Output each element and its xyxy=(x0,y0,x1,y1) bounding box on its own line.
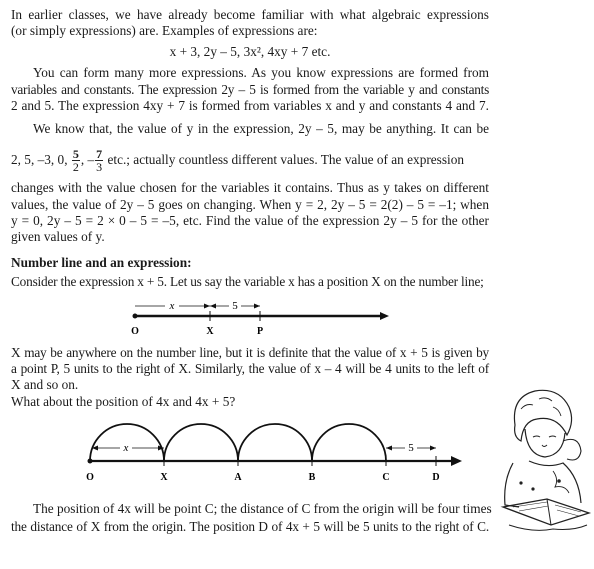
point-label-d: D xyxy=(432,472,440,483)
arrowhead xyxy=(210,304,216,309)
expression-examples: x + 3, 2y – 5, 3x², 4xy + 7 etc. xyxy=(169,44,331,59)
para2-line-2: variables and constants. The expression 2y – 5 is formed from the variable y and constants xyxy=(11,82,489,97)
point-label-a: A xyxy=(234,472,242,483)
final-line-2: the distance of X from the origin. The position D of 4x + 5 will be 5 units to the right of C. xyxy=(11,519,489,534)
intro-line-2: (or simply expressions) are. Examples of expressions are: xyxy=(11,23,318,38)
fraction-seven-thirds xyxy=(95,148,103,173)
arc-b-c xyxy=(312,424,386,461)
para4-line-4: What about the position of 4x and 4x + 5? xyxy=(11,394,236,409)
point-label-x: X xyxy=(206,326,214,336)
fraction-denominator: 2 xyxy=(72,160,79,175)
arrowhead xyxy=(430,446,436,451)
para3-line-1: We know that, the value of y in the expression, 2y – 5, may be anything. It can be xyxy=(33,121,489,136)
label-x: x xyxy=(123,442,129,454)
arrowhead xyxy=(254,304,260,309)
fraction-five-halves xyxy=(72,148,80,173)
arc-x-a xyxy=(164,424,238,461)
label-5: 5 xyxy=(408,442,414,454)
para3-line-4: values, the value of 2y – 5 goes on changing. When y = 2, 2y – 5 = 2(2) – 5 = –1; when xyxy=(11,197,489,212)
label-x: x xyxy=(169,300,175,312)
number-line-x-plus-5 xyxy=(125,296,395,336)
para3-line-2 xyxy=(11,145,464,175)
line-arrowhead xyxy=(380,312,389,320)
point-label-o: O xyxy=(86,472,94,483)
para3-line-5: y = 0, 2y – 5 = 2 × 0 – 5 = –5, etc. Find the value of the expression 2y – 5 for the other xyxy=(11,213,489,228)
point-label-p: P xyxy=(256,326,264,336)
para2-line-1: You can form many more expressions. As you know expressions are formed from xyxy=(33,65,489,80)
origin-dot xyxy=(88,459,93,464)
final-line-1: The position of 4x will be point C; the distance of C from the origin will be four times xyxy=(33,501,492,516)
arrowhead xyxy=(204,304,210,309)
fraction-separator: , – xyxy=(80,152,95,167)
label-5: 5 xyxy=(232,300,238,312)
number-line-4x-plus-5 xyxy=(80,418,480,484)
section-line-1: Consider the expression x + 5. Let us say the variable x has a position X on the number line; xyxy=(11,274,484,289)
fraction-denominator: 3 xyxy=(96,160,103,175)
origin-dot xyxy=(133,314,138,319)
point-label-x: X xyxy=(160,472,168,483)
child-reading-illustration xyxy=(493,385,593,535)
values-suffix: etc.; actually countless different values. The value of an expression xyxy=(107,152,465,167)
para4-line-1: X may be anywhere on the number line, but it is definite that the value of x + 5 is given by xyxy=(11,345,489,360)
arrowhead xyxy=(386,446,392,451)
para3-line-6: given values of y. xyxy=(11,229,105,244)
point-label-o: O xyxy=(131,326,139,336)
line-arrowhead xyxy=(451,456,462,466)
values-prefix: 2, 5, –3, 0, xyxy=(11,152,68,167)
para2-line-3: 2 and 5. The expression 4xy + 7 is formed from variables x and y and constants 4 and 7. xyxy=(11,98,489,113)
arc-a-b xyxy=(238,424,312,461)
para4-line-3: X and so on. xyxy=(11,377,79,392)
section-heading: Number line and an expression: xyxy=(11,255,192,270)
para3-line-3: changes with the value chosen for the variables it contains. Thus as y takes on different xyxy=(11,180,489,195)
fraction-numerator: 7 xyxy=(96,147,103,162)
point-label-c: C xyxy=(382,472,390,483)
intro-line-1: In earlier classes, we have already become familiar with what algebraic expressions xyxy=(11,7,489,22)
point-label-b: B xyxy=(308,472,316,483)
para4-line-2: a point P, 5 units to the right of X. Similarly, the value of x – 4 will be 4 units to the left of xyxy=(11,361,489,376)
fraction-numerator: 5 xyxy=(72,147,79,162)
